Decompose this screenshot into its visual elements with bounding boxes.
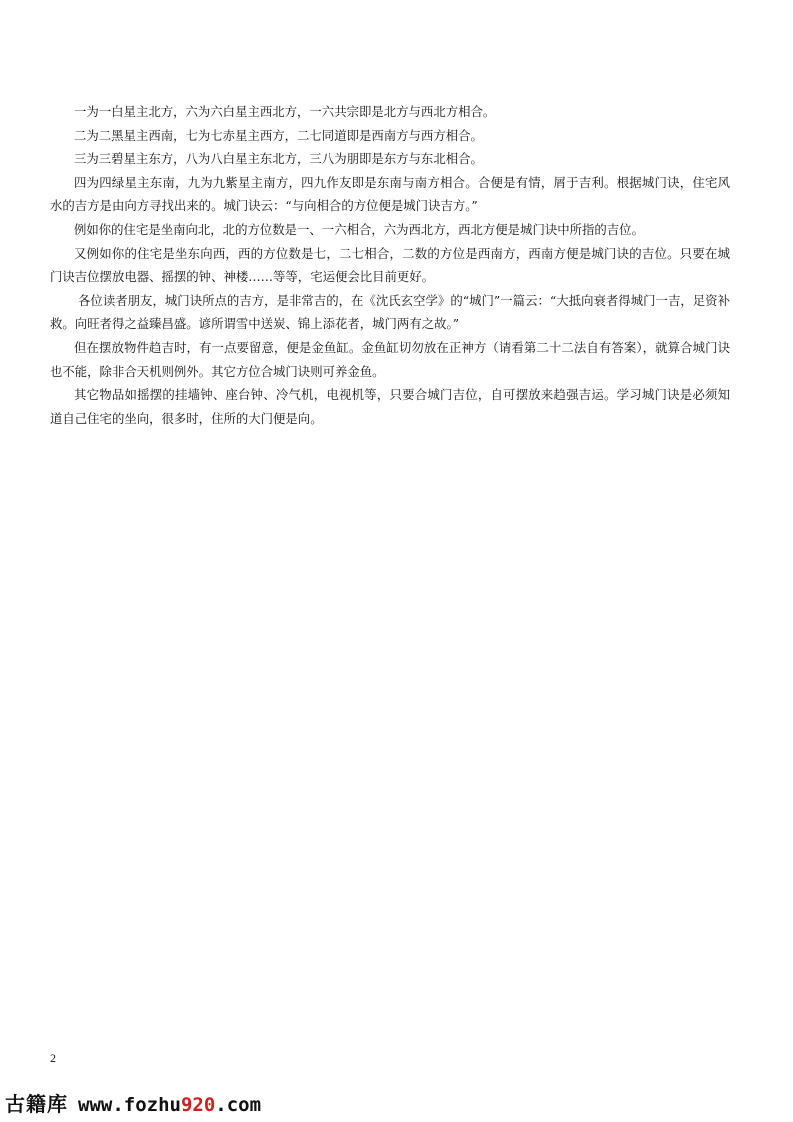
paragraph-5: 例如你的住宅是坐南向北，北的方位数是一、一六相合，六为西北方，西北方便是城门诀中所指的吉位。 — [74, 221, 644, 237]
paragraph-1: 一为一白星主北方，六为六白星主西北方，一六共宗即是北方与西北方相合。 — [74, 104, 496, 119]
paragraph-9: 其它物品如摇摆的挂墙钟、座台钟、冷气机，电视机等，只要合城门吉位，自可摆放来趋强吉运。学习城门诀是必须知道自己住宅的坐向，很多时，住所的大门便是向。 — [50, 387, 730, 426]
site-watermark — [5, 1088, 261, 1116]
page-number: 2 — [50, 1051, 56, 1065]
paragraph-6: 又例如你的住宅是坐东向西，西的方位数是七，二七相合，二数的方位是西南方，西南方便是城门诀的吉位。只要在城门诀吉位摆放电器、摇摆的钟、神楼……等等，宅运便会比目前更好。 — [50, 245, 730, 285]
paragraph-7: 各位读者朋友，城门诀所点的吉方，是非常吉的，在《沈氏玄空学》的“城门”一篇云：“大抵向衰者得城门一吉，足资补救。向旺者得之益臻昌盛。谚所谓雪中送炭、锦上添花者，城门两有之故。” — [50, 292, 730, 332]
paragraph-8: 但在摆放物件趋吉时，有一点要留意，便是金鱼缸。金鱼缸切勿放在正神方（请看第二十二法自有答案），就算合城门诀也不能，除非合天机则例外。其它方位合城门诀则可养金鱼。 — [50, 339, 730, 379]
watermark-url — [78, 1094, 261, 1116]
watermark-url-accent: 920 — [180, 1094, 216, 1116]
watermark-url-suffix: .com — [215, 1094, 262, 1116]
document-body — [50, 100, 730, 430]
paragraph-2: 二为二黑星主西南，七为七赤星主西方，二七同道即是西南方与西方相合。 — [74, 127, 483, 143]
watermark-chinese-name: 古籍库 — [5, 1092, 68, 1116]
watermark-url-prefix: www.fozhu — [78, 1094, 181, 1116]
paragraph-4: 四为四绿星主东南，九为九紫星主南方，四九作友即是东南与南方相合。合便是有情，屑于吉利。根据城门诀，住宅风水的吉方是由向方寻找出来的。城门诀云：“与向相合的方位便是城门诀吉方。” — [50, 174, 730, 214]
paragraph-3: 三为三碧星主东方，八为八白星主东北方，三八为朋即是东方与东北相合。 — [74, 151, 483, 167]
